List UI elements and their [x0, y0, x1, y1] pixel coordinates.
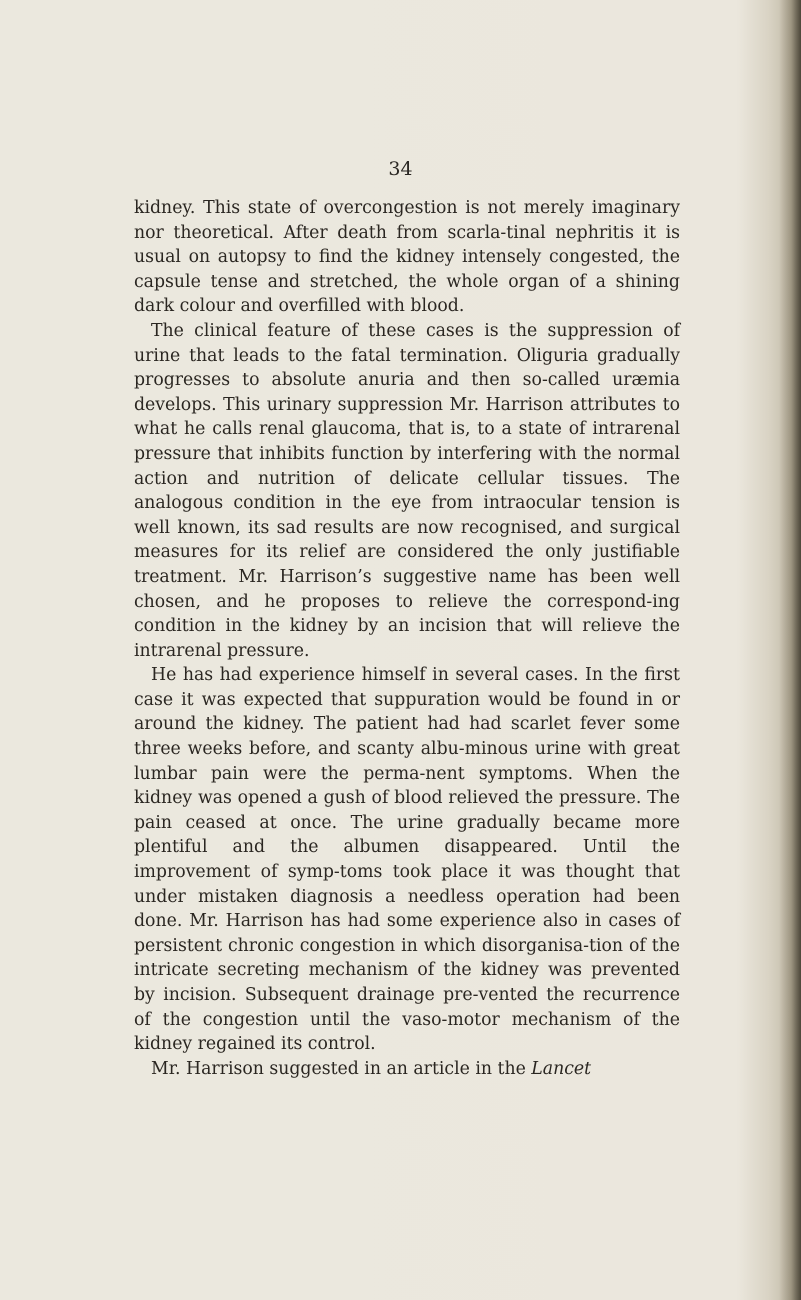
page-number: 34 — [388, 158, 413, 180]
paragraph-clinical-feature: The clinical feature of these cases is the suppression of urine that leads to the fatal termination. Oliguria gradually progresses to absolute anuria and then so-called uræmia develops. This urinary suppression Mr. Harrison attributes to what he calls renal glaucoma, that is, to a state of intrarenal pressure that inhibits function by interfering with the normal action and nutrition of delicate cellular tissues. The analogous condition in the eye from intraocular tension is well known, its sad results are now recognised, and surgical measures for its relief are considered the only justifiable treatment. Mr. Harrison’s suggestive name has been well chosen, and he proposes to relieve the correspond-ing condition in the kidney by an incision that will relieve the intrarenal pressure. — [134, 320, 680, 661]
paragraph-experience: He has had experience himself in several cases. In the first case it was expected that suppuration would be found in or around the kidney. The patient had had scarlet fever some three weeks before, and scanty albu-minous urine with great lumbar pain were the perma-nent symptoms. When the kidney was opened a gush of blood relieved the pressure. The pain ceased at once. The urine gradually became more plentiful and the albumen disappeared. Until the improvement of symp-toms took place it was thought that under mistaken diagnosis a needless operation had been done. Mr. Harrison has had some experience also in cases of persistent chronic congestion in which disorganisa-tion of the intricate secreting mechanism of the kidney was prevented by incision. Subsequent drainage pre-vented the recurrence of the congestion until the vaso-motor mechanism of the kidney regained its control. — [134, 665, 680, 1055]
body-text — [134, 196, 680, 1081]
paragraph-continuation: kidney. This state of overcongestion is not merely imaginary nor theoretical. After death from scarla-tinal nephritis it is usual on autopsy to find the kidney intensely congested, the capsule tense and stretched, the whole organ of a shining dark colour and overfilled with blood. — [134, 198, 680, 317]
journal-title: Lancet — [531, 1058, 592, 1079]
page-edge-shadow — [779, 0, 801, 1300]
paragraph-lancet-text: Mr. Harrison suggested in an article in the — [151, 1058, 526, 1079]
paragraph-lancet — [134, 1057, 680, 1082]
